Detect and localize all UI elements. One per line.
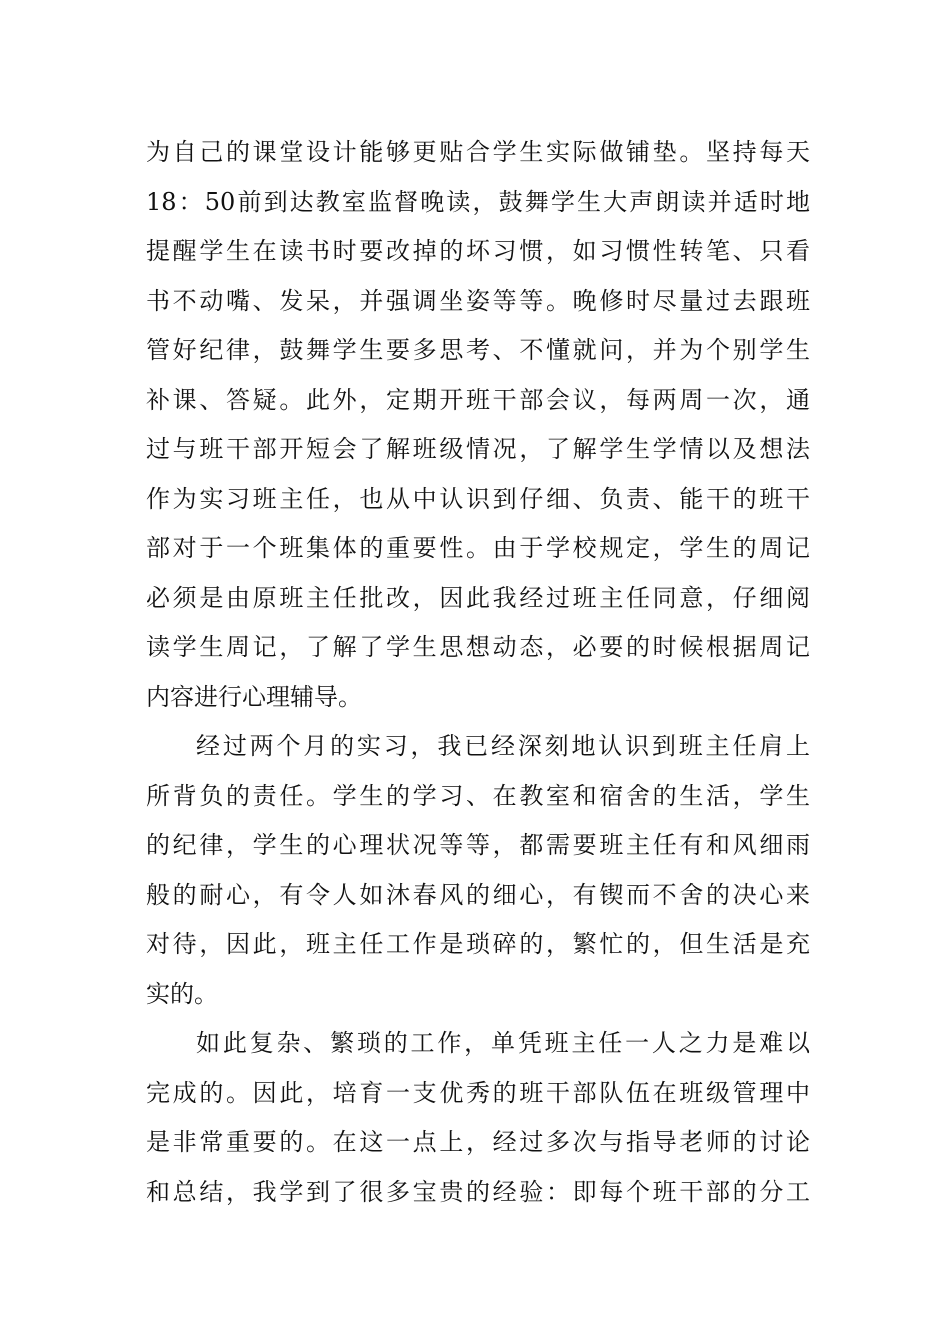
text-line: 书不动嘴、发呆，并强调坐姿等等。晚修时尽量过去跟班 [146, 286, 810, 315]
text-line: 般的耐心，有令人如沐春风的细心，有锲而不舍的决心来 [146, 880, 810, 909]
text-line: 如此复杂、繁琐的工作，单凭班主任一人之力是难以 [196, 1029, 810, 1057]
paragraph-1 [146, 128, 810, 722]
text-line: 作为实习班主任，也从中认识到仔细、负责、能干的班干 [146, 484, 810, 513]
paragraph-2 [146, 722, 810, 1019]
text-line: 经过两个月的实习，我已经深刻地认识到班主任肩上 [196, 732, 810, 760]
text-line: 提醒学生在读书时要改掉的坏习惯，如习惯性转笔、只看 [146, 237, 810, 265]
text-line: 管好纪律，鼓舞学生要多思考、不懂就问，并为个别学生 [146, 336, 810, 364]
text-line: 是非常重要的。在这一点上，经过多次与指导老师的讨论 [146, 1128, 810, 1156]
text-line: 实的。 [146, 979, 218, 1008]
text-line: 的纪律，学生的心理状况等等，都需要班主任有和风细雨 [146, 831, 810, 859]
text-line: 读学生周记，了解了学生思想动态，必要的时候根据周记 [146, 633, 810, 661]
text-line: 和总结，我学到了很多宝贵的经验：即每个班干部的分工 [146, 1177, 810, 1206]
paragraph-3 [146, 1019, 810, 1217]
text-line: 补课、答疑。此外，定期开班干部会议，每两周一次，通 [146, 385, 810, 414]
text-line: 部对于一个班集体的重要性。由于学校规定，学生的周记 [146, 534, 810, 562]
text-line: 过与班干部开短会了解班级情况，了解学生学情以及想法 [146, 435, 810, 463]
text-line: 内容进行心理辅导。 [146, 682, 362, 711]
text-line: 为自己的课堂设计能够更贴合学生实际做铺垫。坚持每天 [146, 138, 810, 166]
text-line: 必须是由原班主任批改，因此我经过班主任同意，仔细阅 [146, 583, 810, 612]
text-line: 完成的。因此，培育一支优秀的班干部队伍在班级管理中 [146, 1078, 810, 1107]
text-line: 对待，因此，班主任工作是琐碎的，繁忙的，但生活是充 [146, 930, 810, 958]
text-line: 18：50前到达教室监督晚读，鼓舞学生大声朗读并适时地 [146, 187, 810, 216]
text-line: 所背负的责任。学生的学习、在教室和宿舍的生活，学生 [146, 781, 810, 810]
body-text [146, 128, 810, 1217]
